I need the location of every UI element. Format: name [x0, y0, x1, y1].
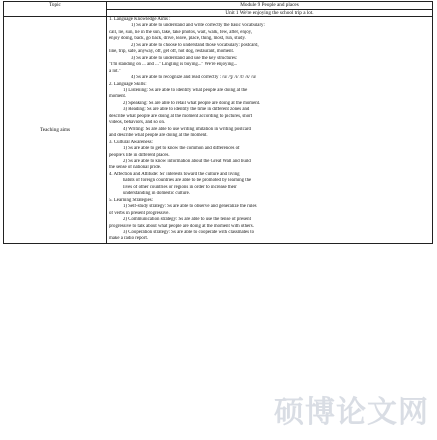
aims-line: 1) Listening: Ss are able to identify what people are doing at the	[123, 87, 248, 93]
aims-line: videos, behaviors, and so on.	[109, 120, 166, 126]
aims-line: the sense of national pride.	[109, 165, 162, 171]
header-row	[4, 2, 433, 10]
aims-line: 1) Ss are able to understand and write correctly the basic vocabulary:	[131, 23, 265, 29]
unit-title: Unit 1 We're enjoying the school trip a lot.	[107, 10, 433, 17]
aims-line: 1) Self-study strategy: Ss are able to observe and generalize the rules	[123, 204, 257, 210]
teaching-aims-content	[107, 17, 433, 244]
aims-line: 2) Speaking: Ss are able to retail what people are doing at the moment.	[123, 100, 261, 106]
aims-line: call, lie, sun, lie in the sun, take, take photos, wait, walk, few, after, enjoy,	[109, 29, 252, 35]
aims-line: 4. Affection and Attitude: Ss' interests toward the culture and living	[109, 171, 240, 177]
aims-line: 2) Ss are able to choose to understand those vocabulary: postcard,	[131, 42, 259, 48]
aims-line: 2. Language Skills:	[109, 81, 147, 87]
aims-line: 4) Writing: Ss are able to use writing imitation in writing postcard	[123, 126, 251, 132]
watermark-logo: 硕博论文网	[274, 395, 429, 430]
aims-line: and describe what people are doing at the moment.	[109, 133, 208, 139]
aims-line: 3) Cooperation strategy: Ss are able to cooperate with classmates to	[123, 229, 255, 235]
aims-line: understanding in domestic culture.	[123, 191, 190, 197]
module-title: Module 9 People and places	[107, 2, 433, 10]
aims-line: make a radio report.	[109, 236, 149, 242]
aims-line: moment.	[109, 94, 127, 100]
aims-line: 3) Ss are able to understand and use the key structures:	[131, 55, 238, 61]
aims-line: progressive to talk about what people are doing at the moment with others.	[109, 223, 254, 229]
aims-line: 1. Language Knowledge Aims :	[109, 17, 171, 22]
lesson-plan-table	[3, 1, 433, 244]
aims-line: enjoy doing, back, go back, drive, leave, place, thing, most, run, study.	[109, 36, 246, 42]
aims-line: 4) Ss are able to recognize and read correctly : /u/ /ʒ/ /i/ /f/ /s/ /u/	[131, 75, 257, 81]
teaching-aims-label: Teaching aims	[4, 17, 107, 244]
aims-line: people's life in different places.	[109, 152, 170, 158]
aims-line: describe what people are doing at the moment according to pictures, short	[109, 113, 253, 119]
aims-line: 3. Cultural Awareness:	[109, 139, 153, 145]
topic-label: Topic	[4, 2, 107, 17]
aims-line: 1) Ss are able to get to know the common and differences of	[123, 146, 240, 152]
aims-line: line, trip, safe, anyway, off, get off, hot dog, restaurant, moment.	[109, 49, 235, 55]
aims-line: 5. Learning Strategies:	[109, 197, 153, 203]
aims-line: lives of other countries or regions in order to increase their	[123, 184, 237, 190]
aims-line: "I'm standing on ... and ..." Lingling is buying..." We're enjoying...	[109, 62, 238, 68]
teaching-aims-row	[4, 17, 433, 244]
aims-line: 2) Ss are able to know information about the Great Wall and build	[123, 158, 251, 164]
aims-line: 2) Communication strategy: Ss are able to use the tense of present	[123, 217, 251, 223]
aims-line: of verbs in present progressive.	[109, 210, 170, 216]
aims-line: 3) Reading: Ss are able to identify the time in different zones and	[123, 107, 250, 113]
aims-line: habits of foreign countries are able to be promoted by learning the	[123, 178, 252, 184]
aims-line: a lot."	[109, 68, 121, 74]
lesson-plan-sheet	[3, 1, 433, 437]
